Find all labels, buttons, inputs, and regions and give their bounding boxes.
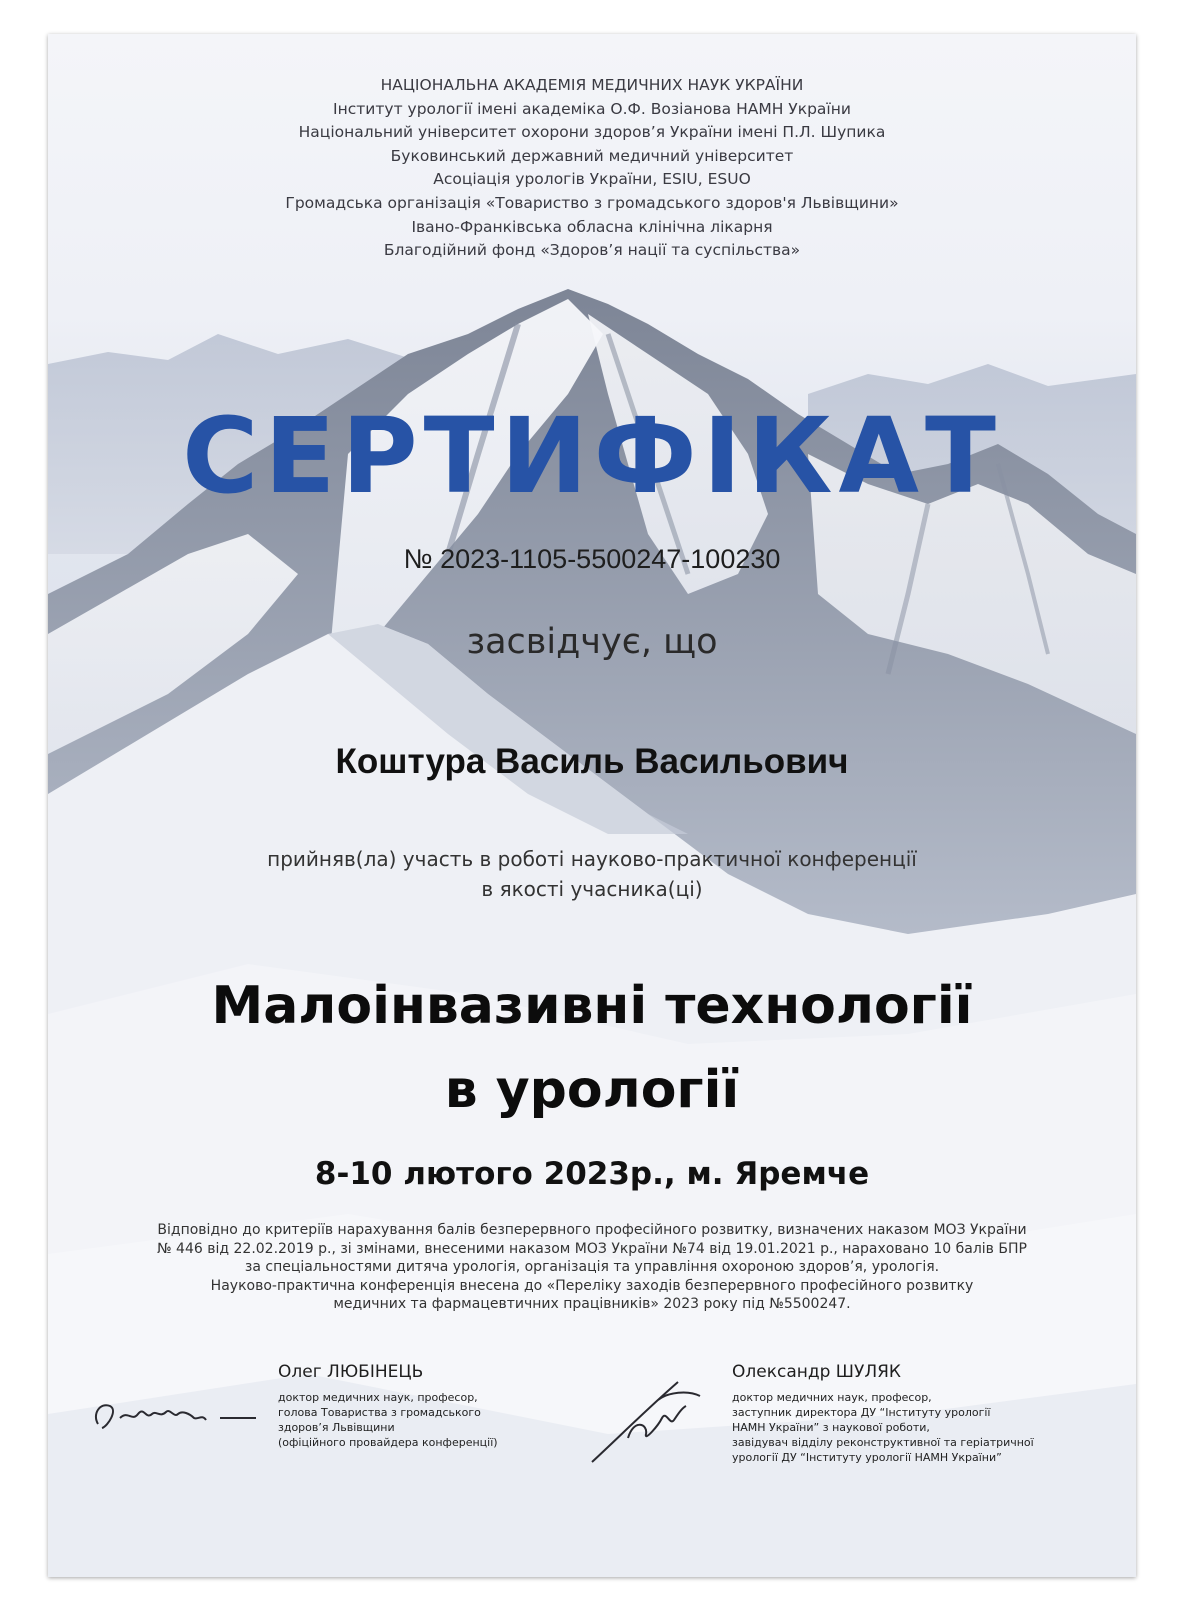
- signer-description-line: голова Товариства з громадського: [278, 1406, 481, 1419]
- signer-description-line: здоров’я Львівщини: [278, 1421, 395, 1434]
- cpd-note-line: № 446 від 22.02.2019 р., зі змінами, внесеними наказом МОЗ України №74 від 19.01.2021 р., нараховано 10 балів БПР: [157, 1240, 1027, 1257]
- organizations-list: [48, 74, 1136, 263]
- participation-line: в якості учасника(ці): [481, 877, 703, 901]
- organization-line: Асоціація урологів України, ESIU, ESUO: [433, 170, 751, 189]
- cpd-note-line: за спеціальностями дитяча урологія, організація та управління охороною здоров’я, урологія.: [244, 1259, 940, 1276]
- signer-name: Олександр ШУЛЯК: [732, 1362, 902, 1382]
- organization-line: Буковинський державний медичний університет: [390, 146, 794, 165]
- organization-line: Благодійний фонд «Здоров’я нації та суспільства»: [383, 241, 801, 260]
- participation-line: прийняв(ла) участь в роботі науково-практичної конференції: [267, 847, 917, 871]
- mountain-background-image: [48, 34, 1136, 1577]
- conference-title: [48, 964, 1136, 1132]
- signer-description-line: НАМН України” з наукової роботи,: [732, 1421, 930, 1434]
- signer-description-line: завідувач відділу реконструктивної та геріатричної: [732, 1436, 1034, 1449]
- signer-left: [278, 1362, 498, 1450]
- conference-title-line: Малоінвазивні технології: [211, 976, 973, 1036]
- signer-right: [732, 1362, 1034, 1465]
- organization-line: Громадська організація «Товариство з громадського здоров'я Львівщини»: [285, 193, 899, 212]
- signer-description-line: урології ДУ “Інституту урології НАМН України”: [732, 1451, 1002, 1464]
- signer-name: Олег ЛЮБІНЕЦЬ: [278, 1362, 424, 1382]
- conference-title-line: в урології: [444, 1060, 740, 1120]
- organization-line: Івано-Франківська обласна клінічна лікарня: [411, 217, 773, 236]
- cpd-note-line: Відповідно до критеріїв нарахування балів безперервного професійного розвитку, визначених наказом МОЗ України: [157, 1222, 1027, 1238]
- organization-line: Національний університет охорони здоров’я України імені П.Л. Шупика: [298, 123, 886, 142]
- signer-description-line: заступник директора ДУ “Інституту урології: [732, 1406, 991, 1419]
- certificate-title: СЕРТИФІКАТ: [182, 395, 1002, 517]
- organization-line: НАЦІОНАЛЬНА АКАДЕМІЯ МЕДИЧНИХ НАУК УКРАЇНИ: [380, 76, 804, 94]
- cpd-notes: [48, 1221, 1136, 1314]
- cpd-note-line: медичних та фармацевтичних працівників» 2023 року під №5500247.: [333, 1296, 851, 1313]
- signer-description-line: доктор медичних наук, професор,: [278, 1391, 478, 1404]
- signature-left-image: [90, 1384, 260, 1440]
- certificate-sheet: [48, 34, 1136, 1577]
- cpd-note-line: Науково-практична конференція внесена до «Переліку заходів безперервного професійного розвитку: [210, 1277, 974, 1294]
- organization-line: Інститут урології імені академіка О.Ф. Возіанова НАМН України: [333, 99, 851, 118]
- signer-description-line: (офіційного провайдера конференції): [278, 1436, 498, 1449]
- participation-text: [48, 844, 1136, 904]
- certificate-number: № 2023-1105-5500247-100230: [403, 544, 781, 574]
- certifies-text: засвідчує, що: [466, 622, 718, 662]
- recipient-name: Коштура Василь Васильович: [335, 742, 849, 781]
- signer-description-line: доктор медичних наук, професор,: [732, 1391, 932, 1404]
- conference-dates-location: 8-10 лютого 2023р., м. Яремче: [314, 1156, 870, 1192]
- signature-right-image: [588, 1368, 728, 1468]
